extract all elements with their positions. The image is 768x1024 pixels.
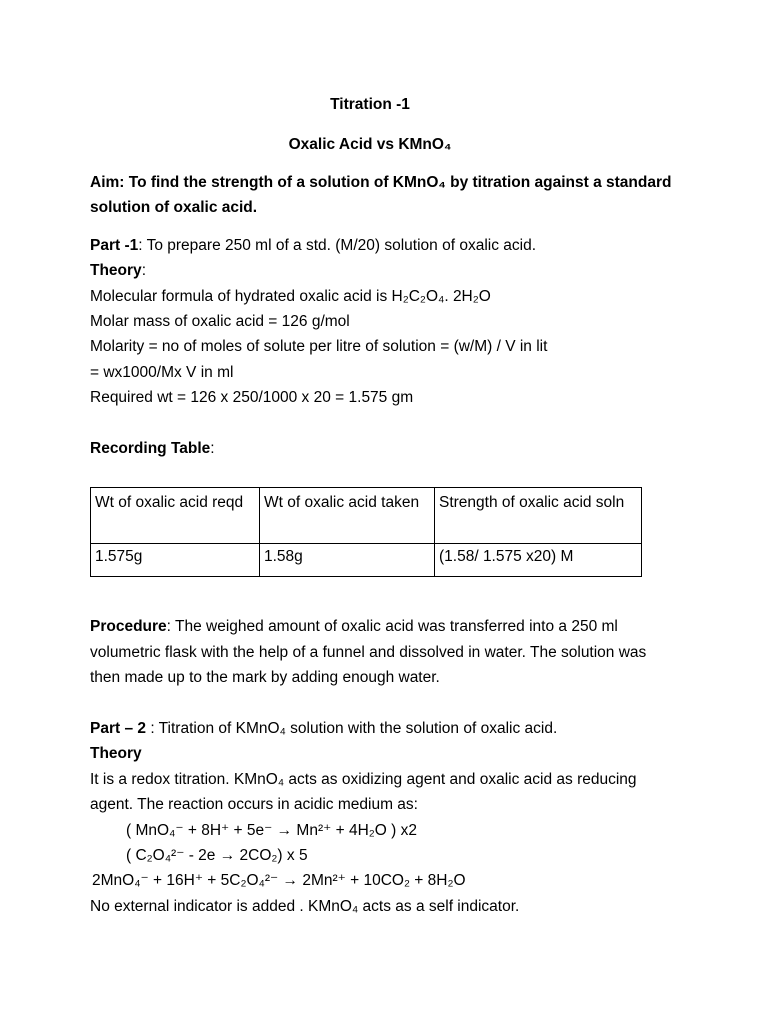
table-header-cell xyxy=(91,488,260,544)
theory-line: Molarity = no of moles of solute per litre of solution = (w/M) / V in lit xyxy=(90,338,548,355)
procedure-line-1 xyxy=(90,614,618,639)
procedure-text: : The weighed amount of oxalic acid was transferred into a 250 ml xyxy=(166,618,618,635)
table-header-cell xyxy=(435,488,642,544)
recording-table-heading xyxy=(90,436,215,461)
procedure-line-3: then made up to the mark by adding enough water. xyxy=(90,669,440,686)
part2-theory-label: Theory xyxy=(90,745,142,762)
part1-text: : To prepare 250 ml of a std. (M/20) solution of oxalic acid. xyxy=(138,237,536,254)
theory-line: = wx1000/Mx V in ml xyxy=(90,364,234,381)
theory-line: Molar mass of oxalic acid = 126 g/mol xyxy=(90,313,350,330)
document-subtitle: Oxalic Acid vs KMnO₄ xyxy=(288,136,452,153)
part2-last-line: No external indicator is added . KMnO₄ acts as a self indicator. xyxy=(90,898,520,915)
aim-line-1: Aim: To find the strength of a solution of KMnO₄ by titration against a standard xyxy=(90,174,672,191)
part2-heading xyxy=(90,716,557,741)
part2-line-1: It is a redox titration. KMnO₄ acts as oxidizing agent and oxalic acid as reducing xyxy=(90,771,637,788)
equation-3: 2MnO₄⁻ + 16H⁺ + 5C₂O₄²⁻ → 2Mn²⁺ + 10CO₂ + 8H₂O xyxy=(92,872,466,889)
document-title: Titration -1 xyxy=(330,96,410,113)
recording-table xyxy=(90,487,642,577)
part1-theory-heading xyxy=(90,258,146,283)
part2-label: Part – 2 xyxy=(90,720,147,737)
table-cell: 1.575g xyxy=(91,544,260,577)
equation-2: ( C₂O₄²⁻ - 2e → 2CO₂) x 5 xyxy=(126,847,308,864)
part1-label: Part -1 xyxy=(90,237,139,254)
table-cell: 1.58g xyxy=(260,544,435,577)
table-header-row xyxy=(91,488,642,544)
header-text: Wt of oxalic acid taken xyxy=(264,494,420,511)
equation-1: ( MnO₄⁻ + 8H⁺ + 5e⁻ → Mn²⁺ + 4H₂O ) x2 xyxy=(126,822,417,839)
theory-line: Molecular formula of hydrated oxalic acid is H₂C₂O₄. 2H₂O xyxy=(90,288,491,305)
header-text: Strength of oxalic acid soln xyxy=(439,494,625,511)
table-row xyxy=(91,544,642,577)
table-cell: (1.58/ 1.575 x20) M xyxy=(435,544,642,577)
recording-table-label: Recording Table xyxy=(90,440,211,457)
header-text: Wt of oxalic acid reqd xyxy=(95,494,244,511)
procedure-label: Procedure xyxy=(90,618,167,635)
theory-line: Required wt = 126 x 250/1000 x 20 = 1.575 gm xyxy=(90,389,414,406)
part1-theory-label: Theory xyxy=(90,262,142,279)
part2-text: : Titration of KMnO₄ solution with the solution of oxalic acid. xyxy=(146,720,558,737)
aim-line-2: solution of oxalic acid. xyxy=(90,199,258,216)
table-header-cell xyxy=(260,488,435,544)
part1-theory-colon: : xyxy=(141,262,146,279)
part1-heading xyxy=(90,233,536,258)
procedure-line-2: volumetric flask with the help of a funnel and dissolved in water. The solution was xyxy=(90,644,647,661)
part2-line-2: agent. The reaction occurs in acidic medium as: xyxy=(90,796,418,813)
recording-table-colon: : xyxy=(210,440,215,457)
